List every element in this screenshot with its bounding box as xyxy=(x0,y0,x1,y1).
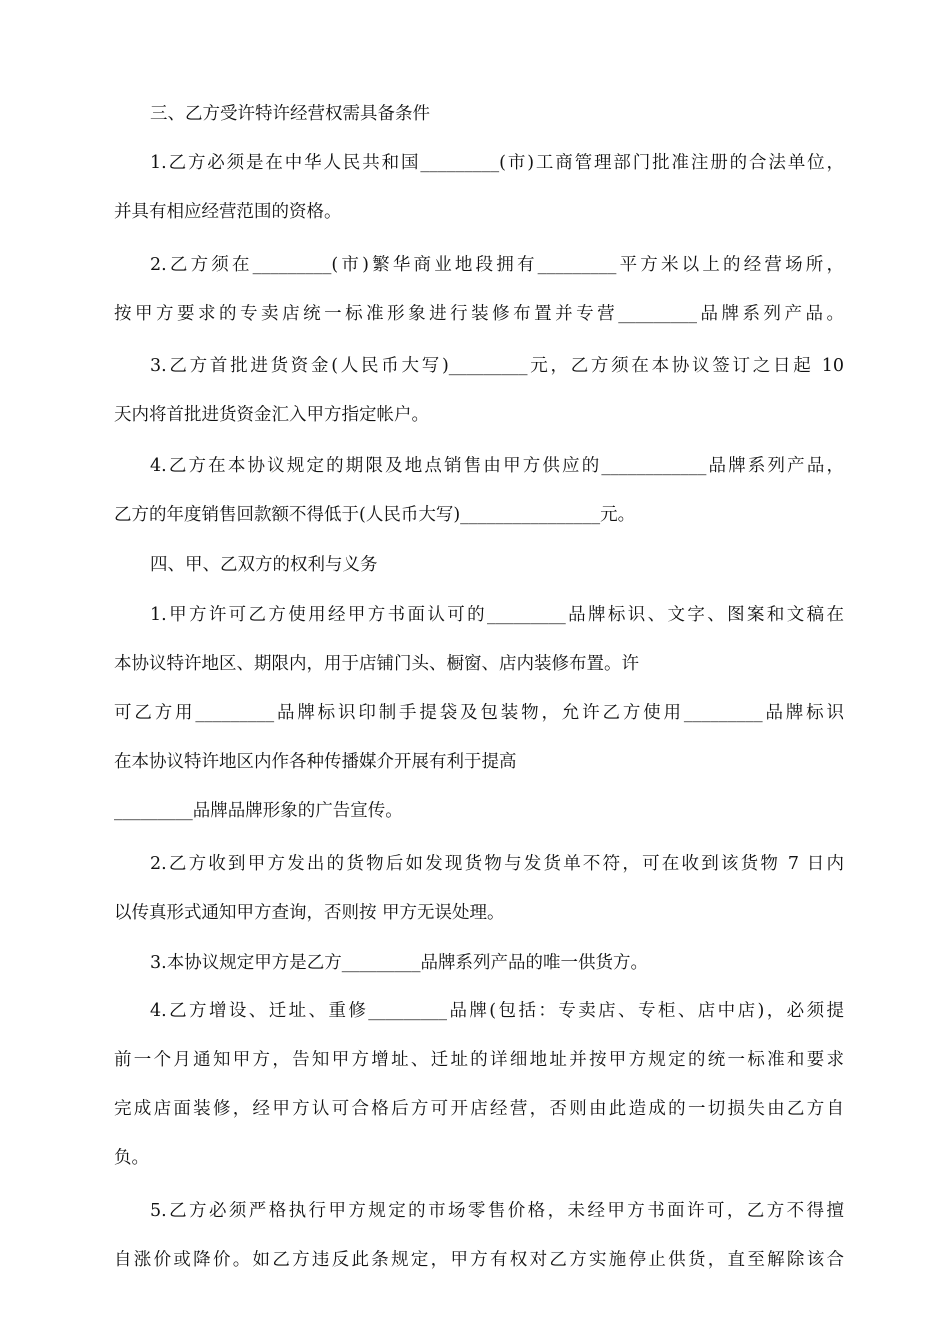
paragraph-4-4-line-1: 4.乙方增设、迁址、重修_________品牌(包括：专卖店、专柜、店中店)，必须提 xyxy=(150,1001,844,1021)
paragraph-4-5-line-2: 自涨价或降价。如乙方违反此条规定，甲方有权对乙方实施停止供货，直至解除该合 xyxy=(114,1250,844,1270)
paragraph-4-4-line-3: 完成店面装修，经甲方认可合格后方可开店经营，否则由此造成的一切损失由乙方自 xyxy=(114,1099,844,1119)
paragraph-4-5-line-1: 5.乙方必须严格执行甲方规定的市场零售价格，未经甲方书面许可，乙方不得擅 xyxy=(150,1201,844,1221)
section-heading-3: 三、乙方受许特许经营权需具备条件 xyxy=(150,104,430,124)
paragraph-4-1-line-5: _________品牌品牌形象的广告宣传。 xyxy=(114,801,403,821)
paragraph-3-3-line-1: 3.乙方首批进货资金(人民币大写)_________元，乙方须在本协议签订之日起 10 xyxy=(150,356,844,376)
paragraph-4-3: 3.本协议规定甲方是乙方_________品牌系列产品的唯一供货方。 xyxy=(150,953,648,973)
paragraph-3-1-line-2: 并具有相应经营范围的资格。 xyxy=(114,202,342,222)
paragraph-4-1-line-4: 在本协议特许地区内作各种传播媒介开展有利于提高 xyxy=(114,752,517,772)
section-heading-4: 四、甲、乙双方的权利与义务 xyxy=(150,555,378,575)
paragraph-4-1-line-1: 1.甲方许可乙方使用经甲方书面认可的_________品牌标识、文字、图案和文稿在 xyxy=(150,605,844,625)
paragraph-4-4-line-2: 前一个月通知甲方，告知甲方增址、迁址的详细地址并按甲方规定的统一标准和要求 xyxy=(114,1050,844,1070)
paragraph-3-2-line-2: 按甲方要求的专卖店统一标准形象进行装修布置并专营_________品牌系列产品。 xyxy=(114,304,844,324)
paragraph-4-2-line-1: 2.乙方收到甲方发出的货物后如发现货物与发货单不符，可在收到该货物 7 日内 xyxy=(150,854,844,874)
paragraph-4-1-line-2: 本协议特许地区、期限内，用于店铺门头、橱窗、店内装修布置。许 xyxy=(114,654,639,674)
paragraph-3-1-line-1: 1.乙方必须是在中华人民共和国_________(市)工商管理部门批准注册的合法单位， xyxy=(150,153,844,173)
paragraph-3-4-line-1: 4.乙方在本协议规定的期限及地点销售由甲方供应的____________品牌系列产品， xyxy=(150,456,844,476)
paragraph-4-4-line-4: 负。 xyxy=(114,1148,149,1168)
paragraph-4-1-line-3: 可乙方用_________品牌标识印制手提袋及包装物，允许乙方使用_________品牌标识 xyxy=(114,703,844,723)
paragraph-3-4-line-2: 乙方的年度销售回款额不得低于(人民币大写)________________元。 xyxy=(114,505,636,525)
paragraph-3-2-line-1: 2.乙方须在_________(市)繁华商业地段拥有_________平方米以上的经营场所， xyxy=(150,255,844,275)
paragraph-3-3-line-2: 天内将首批进货资金汇入甲方指定帐户。 xyxy=(114,405,429,425)
paragraph-4-2-line-2: 以传真形式通知甲方查询，否则按 甲方无误处理。 xyxy=(114,903,505,923)
